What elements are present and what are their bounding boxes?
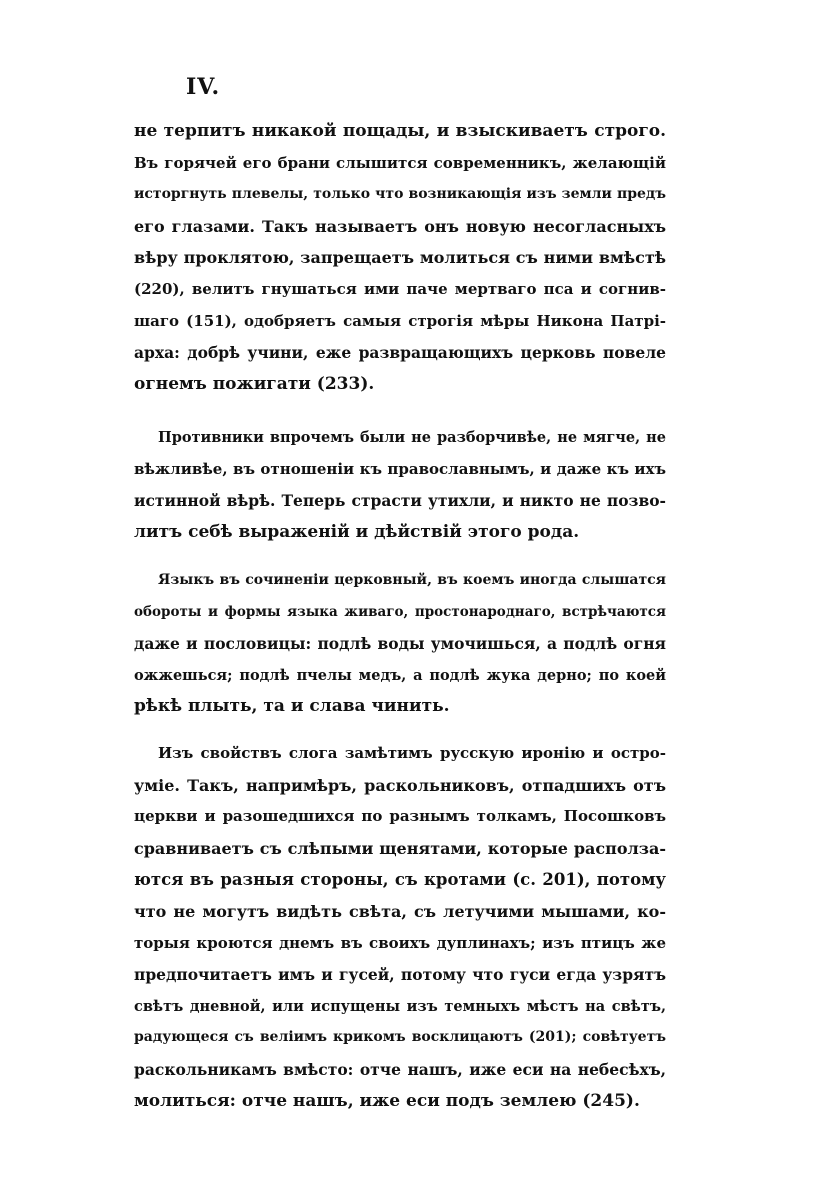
text-line: что не могутъ видѣть свѣта, съ летучими мышами, ко- xyxy=(134,901,666,921)
text-line: шаго (151), одобряетъ самыя строгія мѣры Никона Патрі- xyxy=(134,311,666,330)
text-line: рѣкѣ плыть, та и слава чинить. xyxy=(134,696,450,717)
text-line: даже и пословицы: подлѣ воды умочишься, а подлѣ огня xyxy=(134,634,666,654)
paragraph-4 xyxy=(134,738,666,1117)
text-line: Языкъ въ сочиненіи церковный, въ коемъ иногда слышатся xyxy=(158,572,666,588)
paragraph-2 xyxy=(134,422,666,548)
text-line: Изъ свойствъ слога замѣтимъ русскую иронію и остро- xyxy=(158,744,666,762)
text-line: предпочитаетъ имъ и гусей, потому что гуси егда узрятъ xyxy=(134,965,666,985)
text-line: арха: добрѣ учини, еже развращающихъ церковь повеле xyxy=(134,343,666,363)
text-line: раскольникамъ вмѣсто: отче нашъ, иже еси на небесѣхъ, xyxy=(134,1059,666,1079)
page-number: IV. xyxy=(186,74,221,100)
text-line: уміе. Такъ, напримѣръ, раскольниковъ, отпадшихъ отъ xyxy=(134,775,666,795)
text-line: радующеся съ веліимъ крикомъ восклицаютъ (201); совѣтуетъ xyxy=(134,1029,666,1046)
text-line: (220), велитъ гнушаться ими паче мертваго пса и согнив- xyxy=(134,279,666,298)
text-line: свѣтъ дневной, или испущены изъ темныхъ мѣстъ на свѣтъ, xyxy=(134,997,666,1015)
text-line: сравниваетъ съ слѣпыми щенятами, которые располза- xyxy=(134,838,666,858)
text-line: литъ себѣ выраженій и дѣйствій этого рода. xyxy=(134,521,580,542)
text-line: молиться: отче нашъ, иже еси подъ землею (245). xyxy=(134,1090,640,1111)
text-line: Въ горячей его брани слышится современникъ, желающій xyxy=(134,153,666,172)
text-line: его глазами. Такъ называетъ онъ новую несогласныхъ xyxy=(134,216,666,236)
text-line: вѣжливѣе, въ отношеніи къ православнымъ, и даже къ ихъ xyxy=(134,459,666,478)
text-line: обороты и формы языка живаго, простонароднаго, встрѣчаются xyxy=(134,603,666,620)
text-line: ожжешься; подлѣ пчелы медъ, а подлѣ жука дерно; по коей xyxy=(134,666,666,684)
text-line: ются въ разныя стороны, съ кротами (с. 201), потому xyxy=(134,870,666,890)
paragraph-3 xyxy=(134,565,666,723)
text-line: не терпитъ никакой пощады, и взыскиваетъ строго. xyxy=(134,121,666,141)
text-line: исторгнуть плевелы, только что возникающія изъ земли предъ xyxy=(134,186,666,203)
text-line: огнемъ пожигати (233). xyxy=(134,373,375,394)
text-line: торыя кроются днемъ въ своихъ дуплинахъ; изъ птицъ же xyxy=(134,933,666,952)
text-line: истинной вѣрѣ. Теперь страсти утихли, и никто не позво- xyxy=(134,491,666,511)
text-line: церкви и разошедшихся по разнымъ толкамъ, Посошковъ xyxy=(134,807,666,826)
text-line: вѣру проклятою, запрещаетъ молиться съ ними вмѣстѣ xyxy=(134,248,666,268)
text-line: Противники впрочемъ были не разборчивѣе, не мягче, не xyxy=(158,429,666,446)
paragraph-1 xyxy=(134,116,666,400)
